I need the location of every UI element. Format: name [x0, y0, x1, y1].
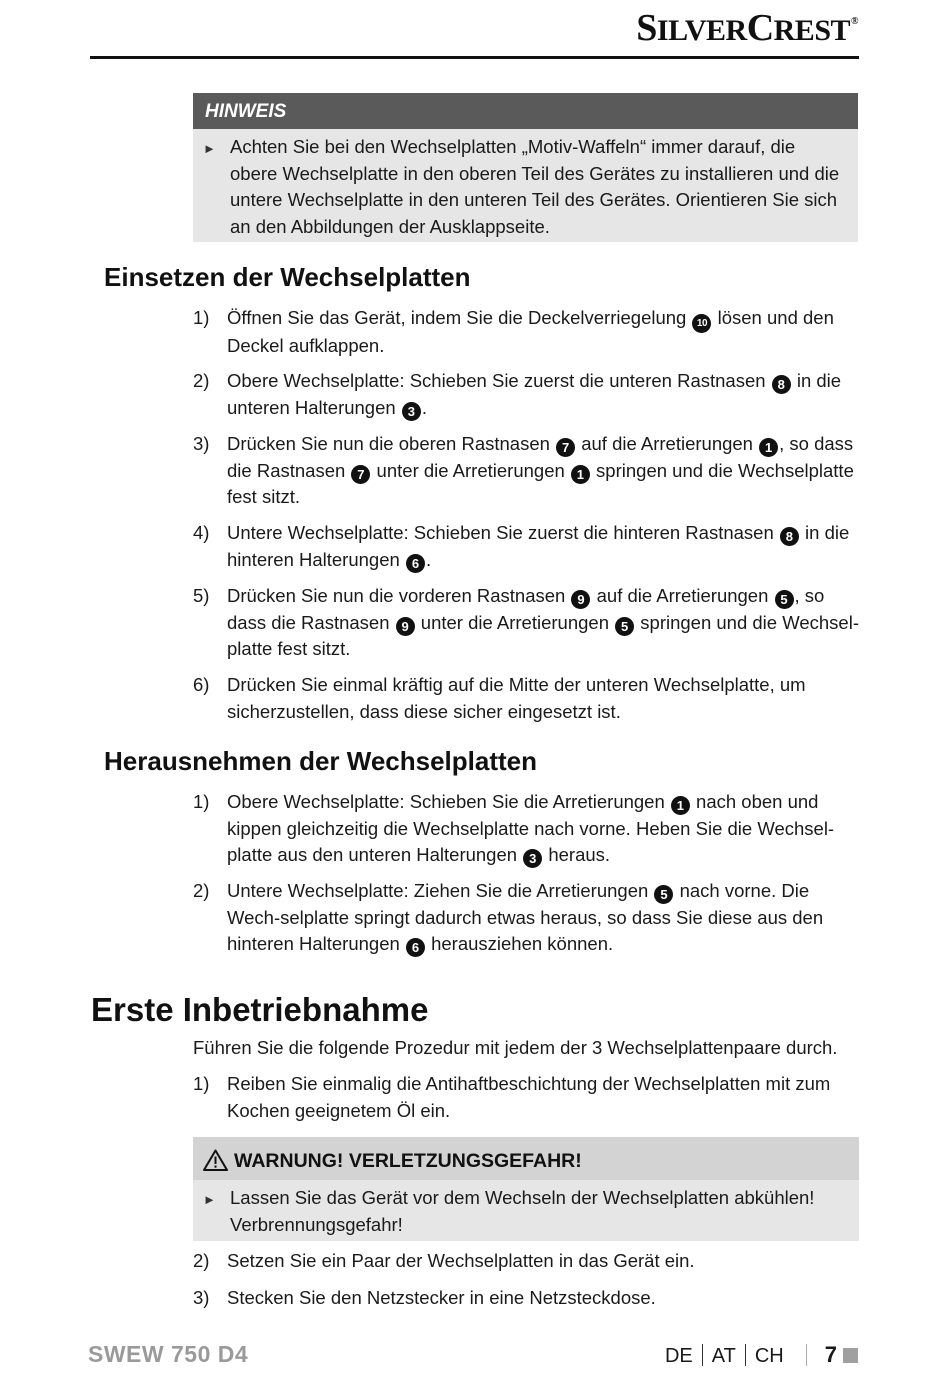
callout-number-icon: 6	[406, 554, 425, 573]
warning-triangle-icon	[203, 1149, 228, 1171]
callout-number-icon: 1	[759, 438, 778, 457]
triangle-bullet-icon: ►	[203, 141, 216, 156]
chapter-title-inbetriebnahme: Erste Inbetriebnahme	[91, 991, 429, 1028]
page-number: 7	[824, 1342, 837, 1367]
callout-number-icon: 5	[654, 885, 673, 904]
section-title-herausnehmen: Herausnehmen der Wechselplatten	[104, 746, 537, 776]
callout-number-icon: 8	[772, 375, 791, 394]
callout-number-icon: 1	[571, 465, 590, 484]
page-marker-square	[843, 1348, 858, 1363]
callout-number-icon: 6	[406, 938, 425, 957]
header-rule	[90, 56, 859, 59]
hinweis-box	[193, 93, 858, 242]
callout-number-icon: 7	[556, 438, 575, 457]
model-number: SWEW 750 D4	[88, 1341, 249, 1367]
footer-languages: DE AT CH 7	[665, 1342, 858, 1368]
silvercrest-logo: SILVERCREST®	[636, 7, 858, 49]
callout-number-icon: 9	[396, 617, 415, 636]
callout-number-icon: 9	[571, 590, 590, 609]
manual-page: SILVERCREST® HINWEIS ► Achten Sie bei den Wechselplatten „Motiv-Waffeln“ immer darauf, die obere Wechselplatte in den oberen Teil des Gerätes zu installieren und die untere Wechselplatte in den unteren Teil des Gerätes. Orientieren Sie sich an den Abbildungen der Ausklappseite. Einsetzen der Wechselplatten 1) Öffnen Sie das Gerät, indem Sie die Deckelverriegelung 10 lösen und den Deckel aufklappen. 2) Obere Wechselplatte: Schieben Sie zuerst die unteren Rastnasen 8 in die unteren Halterungen 3 . 3) Drücken Sie nun die oberen Rastnasen 7 auf die Arretierungen 1 , so dass die Rastnasen 7 unter die Arretierungen 1 springen und die Wechselplatte fest sitzt. 4) Untere Wechselplatte: Schieben Sie zuerst die hinteren Rastnasen 8 in die hinteren Halterungen 6 . 5) Drücken Sie nun die vorderen Rastnasen 9 auf die Arretierungen 5 , so dass die Rastnasen 9 unter die Arretierungen 5 springen und die Wechsel-platte fest sitzt. 6) Drücken Sie einmal kräftig auf die Mitte der unteren Wechselplatte, um sicherzustellen, dass diese sicher eingesetzt ist. Herausnehmen der Wechselplatten 1) Obere Wechselplatte: Schieben Sie die Arretierungen 1 nach oben und kippen gleichzeitig die Wechselplatte nach vorne. Heben Sie die Wechsel-platte aus den unteren Halterungen 3 heraus. 2) Untere Wechselplatte: Ziehen Sie die Arretierungen 5 nach vorne. Die Wech-selplatte springt dadurch etwas heraus, so dass Sie diese aus den hinteren Halterungen 6 herausziehen können. Erste Inbetriebnahme Führen Sie die folgende Prozedur mit jedem der 3 Wechselplattenpaare durch. 1) Reiben Sie einmalig die Antihaftbeschichtung der Wechselplatten mit zum Kochen geeignetem Öl ein. WARNUNG! VERLETZUNGSGEFAHR! ► Lassen Sie das Gerät vor dem Wechseln der Wechselplatten abkühlen! Verbrennungsgefahr! 2) Setzen Sie ein Paar der Wechselplatten in das Gerät ein. 3) Stecken Sie den Netzstecker in eine Netzsteckdose. SWEW 750 D4 DE AT CH 7	[88, 7, 859, 1367]
inbetriebnahme-intro: Führen Sie die folgende Prozedur mit jedem der 3 Wechselplattenpaare durch.	[193, 1037, 838, 1058]
section-title-einsetzen: Einsetzen der Wechselplatten	[104, 262, 471, 292]
callout-number-icon: 7	[351, 465, 370, 484]
hinweis-text: Achten Sie bei den Wechselplatten „Motiv-Waffeln“ immer darauf, die obere Wechselplatte in den oberen Teil des Gerätes zu installieren und die untere Wechselplatte in den unteren Teil des Gerätes. Orientieren Sie sich an den Abbildungen der Ausklappseite.	[230, 136, 840, 237]
warning-title: WARNUNG! VERLETZUNGSGEFAHR!	[234, 1150, 582, 1172]
callout-number-icon: 1	[671, 796, 690, 815]
callout-number-icon: 3	[402, 402, 421, 421]
warning-box	[193, 1137, 859, 1241]
callout-number-icon: 3	[523, 849, 542, 868]
warning-text: Lassen Sie das Gerät vor dem Wechseln der Wechselplatten abkühlen! Verbrennungsgefahr!	[230, 1187, 815, 1235]
callout-number-icon: 5	[615, 617, 634, 636]
callout-number-icon: 10	[692, 314, 711, 333]
callout-number-icon: 5	[775, 590, 794, 609]
callout-number-icon: 8	[780, 527, 799, 546]
triangle-bullet-icon: ►	[203, 1192, 216, 1207]
hinweis-title: HINWEIS	[193, 93, 858, 129]
